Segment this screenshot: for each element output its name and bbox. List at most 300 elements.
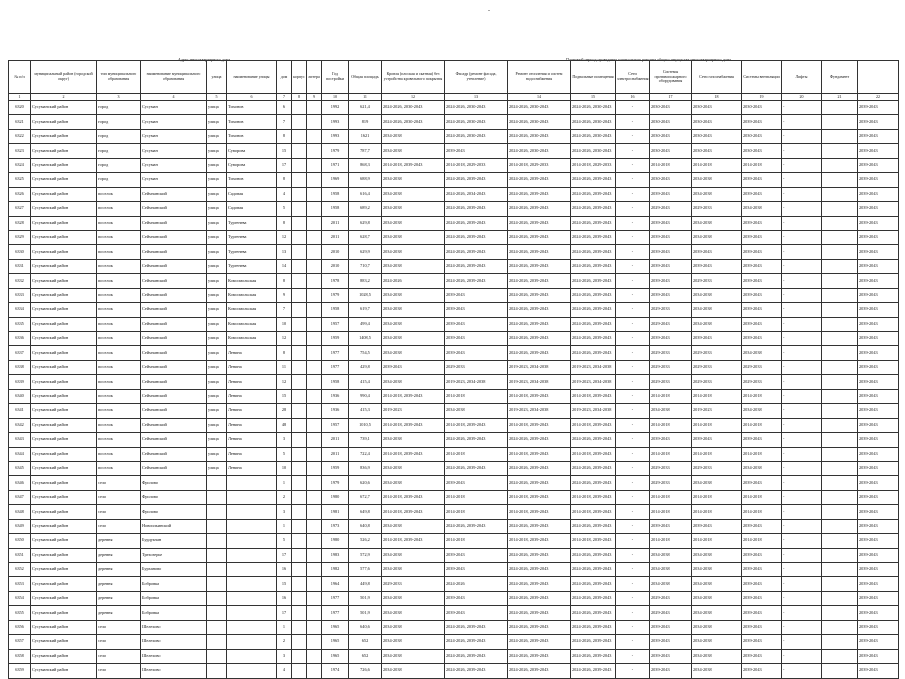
cell-year: 1973 bbox=[322, 519, 349, 533]
cell-c18: 2034-2038 bbox=[692, 216, 742, 230]
cell-c16: - bbox=[616, 245, 650, 259]
table-row bbox=[9, 375, 899, 389]
header-number-cell: 20 bbox=[782, 94, 822, 101]
cell-ul bbox=[207, 606, 227, 620]
table-row bbox=[9, 360, 899, 374]
cell-c16: - bbox=[616, 433, 650, 447]
cell-dom: 12 bbox=[277, 332, 292, 346]
cell-c18: 2014-2018 bbox=[692, 505, 742, 519]
cell-c12: 2034-2038 bbox=[382, 129, 445, 143]
cell-area: 619,7 bbox=[349, 303, 382, 317]
cell-dom: 28 bbox=[277, 404, 292, 418]
cell-c18: 2030-2043 bbox=[692, 144, 742, 158]
header-cell: Фасадр (ремонт фасада, утепление) bbox=[445, 61, 508, 94]
cell-c21: 2039-2043 bbox=[858, 173, 899, 187]
cell-c21: 2039-2043 bbox=[858, 534, 899, 548]
cell-mo: Фролово bbox=[141, 476, 207, 490]
cell-empty bbox=[822, 346, 858, 360]
cell-name: Комсомольская bbox=[227, 317, 277, 331]
cell-dom: 10 bbox=[277, 317, 292, 331]
cell-c21: 2039-2043 bbox=[858, 476, 899, 490]
cell-mo: Сеймчанский bbox=[141, 332, 207, 346]
cell-no: 6345 bbox=[9, 461, 31, 475]
cell-empty bbox=[822, 375, 858, 389]
cell-c13: 2024-2026, 2039-2043 bbox=[445, 433, 508, 447]
cell-c14: 2024-2026, 2030-2043 bbox=[508, 129, 571, 143]
cell-c16: - bbox=[616, 606, 650, 620]
cell-year: 1980 bbox=[322, 490, 349, 504]
cell-no: 6335 bbox=[9, 317, 31, 331]
cell-ul: улица bbox=[207, 245, 227, 259]
cell-empty bbox=[307, 360, 322, 374]
cell-rayon: Сусуманский район bbox=[31, 534, 97, 548]
cell-mo: Бурдукчан bbox=[141, 534, 207, 548]
cell-c12: 2034-2038 bbox=[382, 216, 445, 230]
cell-empty bbox=[292, 288, 307, 302]
cell-dom: 8 bbox=[277, 173, 292, 187]
cell-empty bbox=[307, 187, 322, 201]
cell-c18: 2034-2038 bbox=[692, 317, 742, 331]
cell-c13: 2014-2018 bbox=[445, 505, 508, 519]
cell-c20: - bbox=[782, 245, 822, 259]
cell-no: 6329 bbox=[9, 230, 31, 244]
cell-rayon: Сусуманский район bbox=[31, 433, 97, 447]
cell-c12: 2034-2038 bbox=[382, 476, 445, 490]
cell-c15: 2024-2026, 2039-2043 bbox=[571, 274, 616, 288]
table-row bbox=[9, 115, 899, 129]
cell-name: Тихонов bbox=[227, 173, 277, 187]
cell-c16: - bbox=[616, 649, 650, 663]
cell-c19: 2039-2043 bbox=[742, 563, 782, 577]
cell-rayon: Сусуманский район bbox=[31, 519, 97, 533]
cell-rayon: Сусуманский район bbox=[31, 303, 97, 317]
cell-ul bbox=[207, 591, 227, 605]
cell-year: 1977 bbox=[322, 360, 349, 374]
cell-c14: 2024-2026, 2039-2043 bbox=[508, 245, 571, 259]
cell-no: 6327 bbox=[9, 202, 31, 216]
header-number-cell: 21 bbox=[822, 94, 858, 101]
cell-name: Тургенева bbox=[227, 259, 277, 273]
cell-year: 1936 bbox=[322, 389, 349, 403]
cell-area: 629,9 bbox=[349, 245, 382, 259]
cell-dom: 3 bbox=[277, 505, 292, 519]
cell-area: 1028,5 bbox=[349, 288, 382, 302]
cell-c15: 2024-2026, 2039-2043 bbox=[571, 577, 616, 591]
cell-c20: - bbox=[782, 620, 822, 634]
cell-empty bbox=[292, 577, 307, 591]
header-cell: Подвальные помещения bbox=[571, 61, 616, 94]
cell-c14: 2014-2018, 2039-2043 bbox=[508, 505, 571, 519]
cell-empty bbox=[822, 230, 858, 244]
header-number-cell: 7 bbox=[277, 94, 292, 101]
cell-empty bbox=[822, 144, 858, 158]
cell-year: 1980 bbox=[322, 534, 349, 548]
cell-empty bbox=[307, 649, 322, 663]
cell-no: 6334 bbox=[9, 303, 31, 317]
cell-c16: - bbox=[616, 202, 650, 216]
cell-c18: 2014-2018 bbox=[692, 158, 742, 172]
cell-c13: 2039-2043 bbox=[445, 288, 508, 302]
cell-name bbox=[227, 563, 277, 577]
header-row bbox=[9, 61, 899, 94]
cell-c13: 2024-2026, 2039-2043 bbox=[445, 519, 508, 533]
cell-dom: 3 bbox=[277, 433, 292, 447]
cell-c21: 2039-2043 bbox=[858, 404, 899, 418]
cell-empty bbox=[307, 173, 322, 187]
cell-c17: 2029-2033 bbox=[650, 346, 692, 360]
cell-dom: 4 bbox=[277, 187, 292, 201]
cell-c18: 2030-2043 bbox=[692, 101, 742, 115]
cell-c21: 2039-2043 bbox=[858, 606, 899, 620]
cell-c19: 2039-2043 bbox=[742, 519, 782, 533]
cell-c18: 2039-2043 bbox=[692, 245, 742, 259]
cell-c19: 2039-2043 bbox=[742, 591, 782, 605]
cell-mo: Шелехово bbox=[141, 620, 207, 634]
cell-empty bbox=[822, 274, 858, 288]
cell-mo: Фролово bbox=[141, 490, 207, 504]
cell-c12: 2014-2018, 2039-2043 bbox=[382, 447, 445, 461]
cell-rayon: Сусуманский район bbox=[31, 447, 97, 461]
cell-c19: 2039-2043 bbox=[742, 606, 782, 620]
cell-mo: Сеймчанский bbox=[141, 303, 207, 317]
cell-empty bbox=[822, 563, 858, 577]
cell-mo: Сеймчанский bbox=[141, 447, 207, 461]
cell-no: 6349 bbox=[9, 519, 31, 533]
cell-c20: - bbox=[782, 375, 822, 389]
cell-c19: 2039-2043 bbox=[742, 187, 782, 201]
cell-c16: - bbox=[616, 490, 650, 504]
cell-c17: 2039-2043 bbox=[650, 433, 692, 447]
cell-c18: 2019-2023 bbox=[692, 404, 742, 418]
cell-c19: 2014-2018 bbox=[742, 505, 782, 519]
cell-empty bbox=[822, 534, 858, 548]
cell-empty bbox=[292, 230, 307, 244]
cell-c12: 2034-2038 bbox=[382, 433, 445, 447]
cell-tip: деревня bbox=[97, 534, 141, 548]
cell-c16: - bbox=[616, 332, 650, 346]
cell-tip: деревня bbox=[97, 563, 141, 577]
table-body bbox=[9, 101, 899, 679]
cell-c18: 2029-2033 bbox=[692, 274, 742, 288]
cell-ul: улица bbox=[207, 173, 227, 187]
cell-c21: 2039-2043 bbox=[858, 115, 899, 129]
cell-c19: 2039-2043 bbox=[742, 288, 782, 302]
cell-name: Ленина bbox=[227, 433, 277, 447]
cell-empty bbox=[292, 129, 307, 143]
cell-empty bbox=[307, 230, 322, 244]
cell-c21: 2039-2043 bbox=[858, 288, 899, 302]
cell-c13: 2024-2026, 2039-2043 bbox=[445, 202, 508, 216]
cell-no: 6325 bbox=[9, 173, 31, 187]
cell-mo: Шелехово bbox=[141, 664, 207, 678]
cell-c18: 2034-2038 bbox=[692, 288, 742, 302]
header-cell: улица bbox=[207, 61, 227, 94]
cell-c21: 2039-2043 bbox=[858, 346, 899, 360]
cell-year: 1983 bbox=[322, 548, 349, 562]
cell-rayon: Сусуманский район bbox=[31, 115, 97, 129]
cell-c17: 2029-2033 bbox=[650, 360, 692, 374]
cell-c14: 2024-2026, 2039-2043 bbox=[508, 274, 571, 288]
cell-rayon: Сусуманский район bbox=[31, 649, 97, 663]
cell-c15: 2024-2026, 2039-2043 bbox=[571, 216, 616, 230]
cell-c21: 2039-2043 bbox=[858, 563, 899, 577]
cell-c17: 2029-2043 bbox=[650, 591, 692, 605]
cell-area: 499,4 bbox=[349, 317, 382, 331]
cell-area: 722,4 bbox=[349, 447, 382, 461]
cell-c19: 2039-2043 bbox=[742, 548, 782, 562]
cell-no: 6343 bbox=[9, 433, 31, 447]
cell-c16: - bbox=[616, 519, 650, 533]
cell-c13: 2029-2033 bbox=[445, 360, 508, 374]
cell-empty bbox=[822, 447, 858, 461]
cell-no: 6348 bbox=[9, 505, 31, 519]
header-number-cell: 17 bbox=[650, 94, 692, 101]
cell-c19: 2030-2043 bbox=[742, 129, 782, 143]
cell-empty bbox=[307, 274, 322, 288]
cell-year: 1971 bbox=[322, 158, 349, 172]
cell-area: 710,7 bbox=[349, 259, 382, 273]
table-row bbox=[9, 404, 899, 418]
cell-empty bbox=[822, 635, 858, 649]
cell-c20: - bbox=[782, 490, 822, 504]
header-number-cell: 1 bbox=[9, 94, 31, 101]
cell-mo: Бобровка bbox=[141, 591, 207, 605]
cell-area: 501,9 bbox=[349, 591, 382, 605]
cell-c16: - bbox=[616, 563, 650, 577]
cell-c14: 2024-2026, 2039-2043 bbox=[508, 649, 571, 663]
cell-empty bbox=[307, 303, 322, 317]
cell-tip: город bbox=[97, 115, 141, 129]
cell-tip: деревня bbox=[97, 548, 141, 562]
cell-c17: 2039-2043 bbox=[650, 664, 692, 678]
header-cell: № п/п bbox=[9, 61, 31, 94]
cell-c12: 2024-2026 bbox=[382, 274, 445, 288]
cell-c12: 2034-2038 bbox=[382, 230, 445, 244]
header-number-cell: 2 bbox=[31, 94, 97, 101]
cell-no: 6321 bbox=[9, 115, 31, 129]
cell-c18: 2034-2038 bbox=[692, 303, 742, 317]
cell-c12: 2034-2038 bbox=[382, 303, 445, 317]
cell-mo: Сусуман bbox=[141, 173, 207, 187]
cell-ul bbox=[207, 649, 227, 663]
cell-c14: 2024-2026, 2039-2043 bbox=[508, 577, 571, 591]
table-row bbox=[9, 635, 899, 649]
cell-year: 1979 bbox=[322, 476, 349, 490]
cell-empty bbox=[307, 115, 322, 129]
cell-c20: - bbox=[782, 447, 822, 461]
cell-no: 6355 bbox=[9, 606, 31, 620]
header-cell: Сети электроснабжения bbox=[616, 61, 650, 94]
cell-c12: 2034-2038 bbox=[382, 332, 445, 346]
cell-c15: 2024-2026, 2030-2043 bbox=[571, 115, 616, 129]
cell-c20: - bbox=[782, 346, 822, 360]
cell-c16: - bbox=[616, 534, 650, 548]
cell-rayon: Сусуманский район bbox=[31, 346, 97, 360]
cell-no: 6328 bbox=[9, 216, 31, 230]
cell-year: 1982 bbox=[322, 563, 349, 577]
cell-c19: 2034-2038 bbox=[742, 346, 782, 360]
cell-c19: 2034-2038 bbox=[742, 202, 782, 216]
cell-c19: 2039-2043 bbox=[742, 649, 782, 663]
cell-rayon: Сусуманский район bbox=[31, 288, 97, 302]
cell-c20: - bbox=[782, 288, 822, 302]
cell-c13: 2014-2018 bbox=[445, 389, 508, 403]
cell-no: 6340 bbox=[9, 389, 31, 403]
cell-c17: 2029-2033 bbox=[650, 303, 692, 317]
cell-empty bbox=[292, 274, 307, 288]
cell-area: 649,8 bbox=[349, 505, 382, 519]
cell-c18: 2034-2038 bbox=[692, 635, 742, 649]
cell-year: 1957 bbox=[322, 317, 349, 331]
cell-rayon: Сусуманский район bbox=[31, 664, 97, 678]
cell-dom: 14 bbox=[277, 259, 292, 273]
cell-dom: 15 bbox=[277, 577, 292, 591]
cell-tip: поселок bbox=[97, 418, 141, 432]
cell-name: Тургенева bbox=[227, 245, 277, 259]
cell-tip: поселок bbox=[97, 303, 141, 317]
cell-c14: 2024-2026, 2039-2043 bbox=[508, 173, 571, 187]
cell-empty bbox=[822, 158, 858, 172]
cell-c21: 2039-2043 bbox=[858, 303, 899, 317]
cell-empty bbox=[822, 490, 858, 504]
cell-dom: 8 bbox=[277, 216, 292, 230]
table-row bbox=[9, 173, 899, 187]
cell-c12: 2034-2038 bbox=[382, 288, 445, 302]
cell-c16: - bbox=[616, 577, 650, 591]
table-row bbox=[9, 230, 899, 244]
cell-c21: 2039-2043 bbox=[858, 635, 899, 649]
cell-name: Садовая bbox=[227, 187, 277, 201]
cell-no: 6350 bbox=[9, 534, 31, 548]
cell-c13: 2024-2026, 2039-2043 bbox=[445, 274, 508, 288]
cell-name: Суворова bbox=[227, 144, 277, 158]
cell-c15: 2024-2026, 2030-2043 bbox=[571, 101, 616, 115]
cell-empty bbox=[307, 505, 322, 519]
cell-area: 688,9 bbox=[349, 173, 382, 187]
cell-name bbox=[227, 519, 277, 533]
cell-name: Ленина bbox=[227, 375, 277, 389]
cell-empty bbox=[822, 548, 858, 562]
cell-mo: Бобровка bbox=[141, 606, 207, 620]
cell-dom: 17 bbox=[277, 158, 292, 172]
table-row bbox=[9, 433, 899, 447]
cell-c17: 2039-2043 bbox=[650, 620, 692, 634]
cell-dom: 11 bbox=[277, 360, 292, 374]
cell-c19: 2039-2043 bbox=[742, 173, 782, 187]
cell-no: 6320 bbox=[9, 101, 31, 115]
table-row bbox=[9, 620, 899, 634]
cell-c20: - bbox=[782, 216, 822, 230]
cell-c19: 2014-2018 bbox=[742, 389, 782, 403]
cell-c14: 2024-2026, 2039-2043 bbox=[508, 635, 571, 649]
cell-c12: 2014-2018, 2039-2043 bbox=[382, 158, 445, 172]
cell-c17: 2014-2018 bbox=[650, 505, 692, 519]
cell-empty bbox=[292, 158, 307, 172]
cell-rayon: Сусуманский район bbox=[31, 101, 97, 115]
header-number-cell: 5 bbox=[207, 94, 227, 101]
cell-tip: поселок bbox=[97, 216, 141, 230]
cell-tip: село bbox=[97, 490, 141, 504]
header-cell: корпус bbox=[292, 61, 307, 94]
cell-c15: 2024-2026, 2039-2043 bbox=[571, 303, 616, 317]
cell-c14: 2024-2026, 2039-2043 bbox=[508, 346, 571, 360]
cell-rayon: Сусуманский район bbox=[31, 418, 97, 432]
cell-area: 726,6 bbox=[349, 664, 382, 678]
cell-c12: 2034-2038 bbox=[382, 202, 445, 216]
cell-year: 1979 bbox=[322, 144, 349, 158]
cell-mo: Сеймчанский bbox=[141, 187, 207, 201]
cell-empty bbox=[822, 129, 858, 143]
cell-c14: 2014-2018, 2039-2043 bbox=[508, 490, 571, 504]
header-cell: Сети газоснабжения bbox=[692, 61, 742, 94]
cell-no: 6352 bbox=[9, 563, 31, 577]
cell-dom: 12 bbox=[277, 230, 292, 244]
cell-c21: 2039-2043 bbox=[858, 274, 899, 288]
cell-c17: 2014-2018 bbox=[650, 418, 692, 432]
cell-c21: 2039-2043 bbox=[858, 389, 899, 403]
cell-c12: 2039-2043 bbox=[382, 360, 445, 374]
cell-c16: - bbox=[616, 230, 650, 244]
table-row bbox=[9, 490, 899, 504]
cell-c19: 2034-2038 bbox=[742, 461, 782, 475]
cell-ul: улица bbox=[207, 216, 227, 230]
table-row bbox=[9, 129, 899, 143]
table-row bbox=[9, 303, 899, 317]
cell-c18: 2014-2018 bbox=[692, 534, 742, 548]
cell-c12: 2034-2038 bbox=[382, 591, 445, 605]
cell-c13: 2024-2026, 2030-2043 bbox=[445, 115, 508, 129]
cell-ul: улица bbox=[207, 317, 227, 331]
cell-ul bbox=[207, 534, 227, 548]
cell-c16: - bbox=[616, 375, 650, 389]
cell-ul: улица bbox=[207, 101, 227, 115]
cell-c12: 2034-2038 bbox=[382, 375, 445, 389]
cell-c17: 2029-2033 bbox=[650, 476, 692, 490]
cell-tip: поселок bbox=[97, 375, 141, 389]
cell-year: 1977 bbox=[322, 346, 349, 360]
cell-c21: 2039-2043 bbox=[858, 202, 899, 216]
cell-c15: 2024-2026, 2039-2043 bbox=[571, 591, 616, 605]
cell-c19: 2034-2038 bbox=[742, 404, 782, 418]
cell-c14: 2024-2026, 2039-2043 bbox=[508, 519, 571, 533]
cell-c14: 2024-2026, 2039-2043 bbox=[508, 664, 571, 678]
cell-c19: 2014-2018 bbox=[742, 490, 782, 504]
cell-c15: 2014-2018, 2039-2043 bbox=[571, 389, 616, 403]
cell-c15: 2024-2026, 2039-2043 bbox=[571, 187, 616, 201]
cell-empty bbox=[307, 519, 322, 533]
cell-empty bbox=[292, 245, 307, 259]
cell-c16: - bbox=[616, 346, 650, 360]
cell-c19: 2014-2018 bbox=[742, 534, 782, 548]
cell-dom: 5 bbox=[277, 447, 292, 461]
cell-c19: 2014-2018 bbox=[742, 418, 782, 432]
header-cell: Общая площадь bbox=[349, 61, 382, 94]
cell-ul bbox=[207, 635, 227, 649]
cell-empty bbox=[292, 404, 307, 418]
cell-c15: 2024-2026, 2039-2043 bbox=[571, 461, 616, 475]
cell-mo: Сеймчанский bbox=[141, 346, 207, 360]
cell-c21: 2039-2043 bbox=[858, 519, 899, 533]
cell-year: 1979 bbox=[322, 288, 349, 302]
cell-tip: село bbox=[97, 620, 141, 634]
cell-ul: улица bbox=[207, 274, 227, 288]
cell-year: 2011 bbox=[322, 447, 349, 461]
table-row bbox=[9, 649, 899, 663]
cell-c17: 2030-2043 bbox=[650, 129, 692, 143]
cell-empty bbox=[292, 548, 307, 562]
cell-c15: 2024-2026, 2039-2043 bbox=[571, 433, 616, 447]
cell-c18: 2034-2038 bbox=[692, 173, 742, 187]
